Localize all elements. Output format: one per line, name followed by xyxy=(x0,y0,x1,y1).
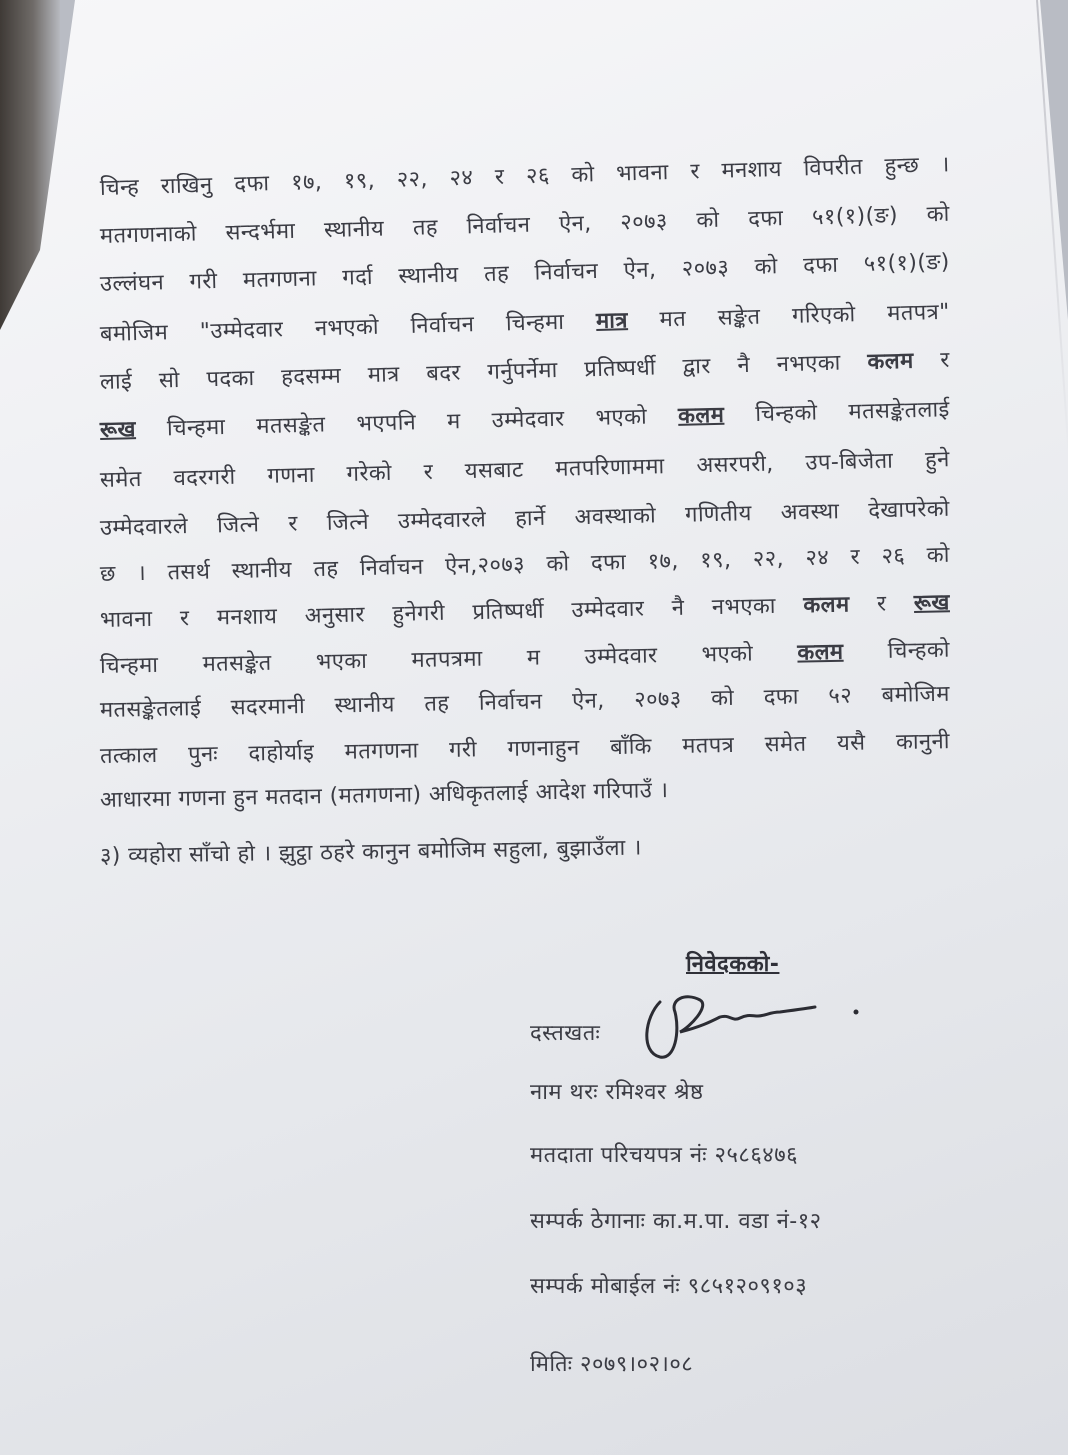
text-line-7: समेत वदरगरी गणना गरेको र यसबाट मतपरिणाममा असरपरी, उप-बिजेता हुने xyxy=(99,447,951,493)
text-line-3: उल्लंघन गरी मतगणना गर्दा स्थानीय तह निर्वाचन ऐन, २०७३ को दफा ५१(१)(ङ) xyxy=(99,249,951,297)
text-line-11-start: चिन्हमा मतसङ्केत भएका मतपत्रमा म उम्मेदवार भएको xyxy=(99,640,798,679)
emphasis-kalam-2: कलम xyxy=(803,592,850,619)
handwritten-signature xyxy=(640,972,870,1072)
voter-id: मतदाता परिचयपत्र नंः २५८६४७६ xyxy=(530,1143,799,1168)
emphasis-kalam-1: कलम xyxy=(867,348,914,375)
text-line-1: चिन्ह राखिनु दफा १७, १९, २२, २४ र २६ को भावना र मनशाय विपरीत हुन्छ । xyxy=(99,152,951,201)
emphasis-kalam: कलम xyxy=(677,402,725,429)
text-line-10-middle: र xyxy=(849,590,915,618)
document-date: मितिः २०७९।०२।०८ xyxy=(530,1352,694,1377)
text-line-2: मतगणनाको सन्दर्भमा स्थानीय तह निर्वाचन ऐन, २०७३ को दफा ५१(१)(ङ) को xyxy=(99,201,951,249)
text-line-4-end: मत सङ्केत गरिएको मतपत्र" xyxy=(627,299,951,334)
text-line-10-start: भावना र मनशाय अनुसार हुनेगरी प्रतिष्पर्धी उम्मेदवार नै नभएका xyxy=(99,593,804,633)
contact-address: सम्पर्क ठेगानाः का.म.पा. वडा नं-१२ xyxy=(530,1209,822,1234)
signature-label: दस्तखतः xyxy=(530,1021,601,1046)
text-line-8: उम्मेदवारले जित्ने र जित्ने उम्मेदवारले हार्ने अवस्थाको गणितीय अवस्था देखापरेको xyxy=(99,496,951,541)
applicant-heading: निवेदकको- xyxy=(686,952,780,977)
text-line-12: मतसङ्केतलाई सदरमानी स्थानीय तह निर्वाचन ऐन, २०७३ को दफा ५२ बमोजिम xyxy=(99,681,951,723)
text-line-6-middle: चिन्हमा मतसङ्केत भएपनि म उम्मेदवार भएको xyxy=(135,403,679,443)
text-line-14: आधारमा गणना हुन मतदान (मतगणना) अधिकृतलाई आदेश गरिपाउँ । xyxy=(99,778,669,813)
paper-crease xyxy=(1036,0,1068,459)
emphasis-kalam-3: कलम xyxy=(797,639,844,666)
emphasis-rukh-2: रूख xyxy=(913,590,951,616)
emphasis-matra: मात्र xyxy=(595,308,629,335)
contact-mobile: सम्पर्क मोबाईल नंः ९८५१२०९१०३ xyxy=(530,1274,808,1299)
applicant-name: नाम थरः रमिश्वर श्रेष्ठ xyxy=(530,1080,704,1105)
emphasis-rukh: रूख xyxy=(99,417,137,443)
text-line-11-end: चिन्हको xyxy=(843,637,951,665)
text-line-13: तत्काल पुनः दाहोर्याइ मतगणना गरी गणनाहुन बाँकि मतपत्र समेत यसै कानुनी xyxy=(99,729,951,769)
declaration-line: ३) व्यहोरा साँचो हो । झुट्ठा ठहरे कानुन बमोजिम सहुला, बुझाउँला । xyxy=(99,835,643,869)
text-line-4-start: बमोजिम "उम्मेदवार नभएको निर्वाचन चिन्हमा xyxy=(99,309,597,347)
text-line-5-end: र xyxy=(913,347,951,374)
text-line-6-end: चिन्हको मतसङ्केतलाई xyxy=(723,397,951,428)
text-line-9: छ । तसर्थ स्थानीय तह निर्वाचन ऐन,२०७३ को दफा १७, १९, २२, २४ र २६ को xyxy=(99,542,951,587)
text-line-5-start: लाई सो पदका हदसम्म मात्र बदर गर्नुपर्नेमा प्रतिष्पर्धी द्वार नै नभएका xyxy=(99,349,868,395)
